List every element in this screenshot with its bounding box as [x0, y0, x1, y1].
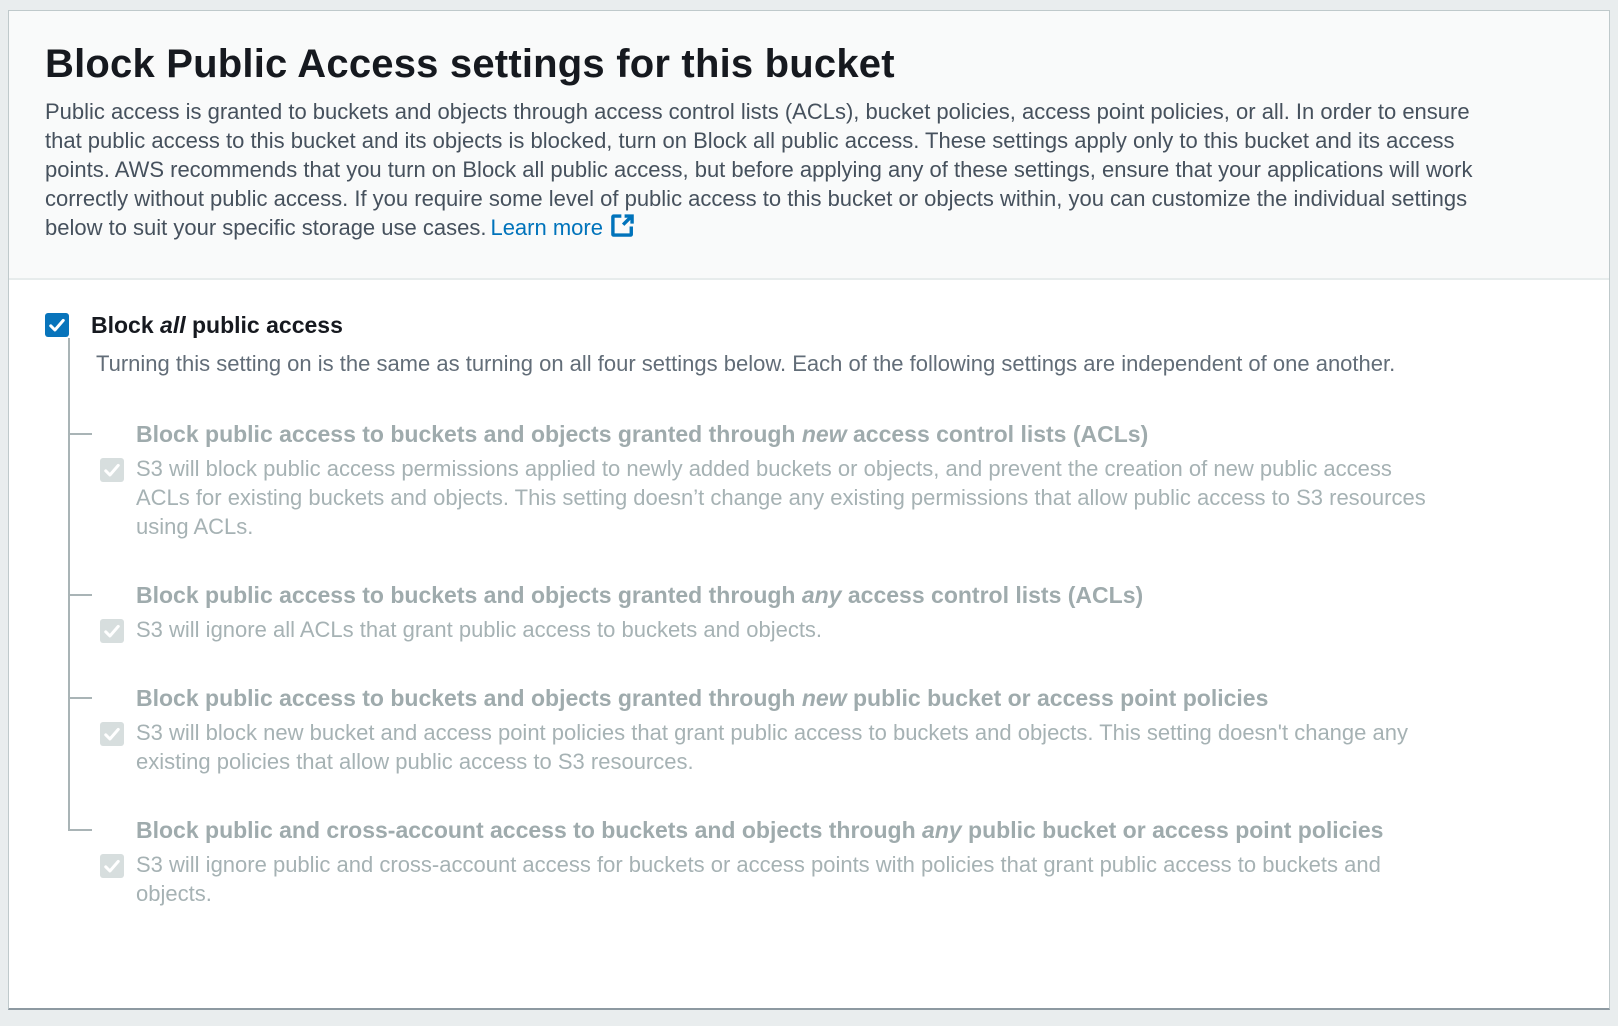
setting-description: S3 will ignore public and cross-account access for buckets or access points with policies that grant public access to buckets and objects.: [136, 852, 1381, 906]
block-new-acls-checkbox: [100, 458, 124, 482]
external-link-icon: [609, 213, 635, 239]
setting-row-block-new-policies: [68, 644, 1573, 776]
block-any-acls-checkbox: [100, 619, 124, 643]
block-all-public-access-row: [45, 312, 1573, 338]
setting-description: S3 will block new bucket and access point policies that grant public access to buckets and objects. This setting doesn't change any existing policies that allow public access to S3 resources.: [136, 720, 1408, 774]
check-icon: [102, 621, 122, 641]
block-any-policies-checkbox: [100, 854, 124, 878]
card-description-text: Public access is granted to buckets and objects through access control lists (ACLs), bucket policies, access point policies, or all. In order to ensure that public access to this bucket and its objects is blocked, turn on Block all public access. These settings apply only to this bucket and its access points. AWS recommends that you turn on Block all public access, but before applying any of these settings, ensure that your applications will work correctly without public access. If you require some level of public access to this bucket or objects within, you can customize the individual settings below to suit your specific storage use cases.: [45, 99, 1473, 240]
setting-label: Block public access to buckets and objects granted through new access control lists (ACLs): [136, 421, 1149, 447]
block-new-policies-checkbox: [100, 722, 124, 746]
settings-section: [9, 280, 1609, 964]
check-icon: [47, 315, 67, 335]
learn-more-link[interactable]: [490, 215, 635, 240]
setting-row-block-any-policies: [68, 776, 1573, 908]
block-all-description: Turning this setting on is the same as turning on all four settings below. Each of the following settings are independent of one another.: [68, 338, 1498, 380]
learn-more-label: Learn more: [490, 215, 603, 240]
page-title: Block Public Access settings for this bucket: [45, 42, 895, 86]
setting-description: S3 will block public access permissions applied to newly added buckets or objects, and prevent the creation of new public access ACLs for existing buckets and objects. This setting doesn’t change any existing permissions that allow public access to S3 resources using ACLs.: [136, 456, 1426, 539]
block-all-public-access-checkbox[interactable]: [45, 313, 69, 337]
setting-label: Block public access to buckets and objects granted through any access control lists (ACLs): [136, 582, 1144, 608]
block-public-access-card: [8, 10, 1610, 1010]
check-icon: [102, 724, 122, 744]
setting-label: Block public access to buckets and objects granted through new public bucket or access point policies: [136, 685, 1269, 711]
check-icon: [102, 856, 122, 876]
card-header: [9, 11, 1609, 280]
setting-row-block-any-acls: [68, 541, 1573, 644]
sub-settings-tree: [68, 338, 1573, 908]
setting-row-block-new-acls: [68, 380, 1573, 541]
card-description: [45, 97, 1475, 242]
setting-description: S3 will ignore all ACLs that grant public access to buckets and objects.: [136, 617, 823, 642]
check-icon: [102, 460, 122, 480]
setting-label: Block public and cross-account access to buckets and objects through any public bucket or access point policies: [136, 817, 1384, 843]
block-all-public-access-label: Block all public access: [91, 312, 343, 338]
